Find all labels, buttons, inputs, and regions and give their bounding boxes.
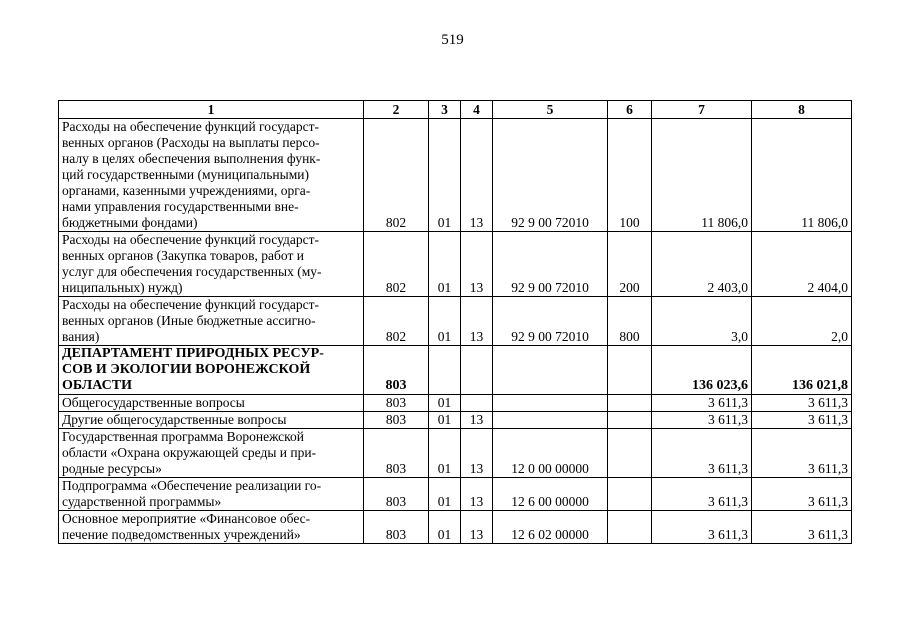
page-number: 519 bbox=[441, 32, 464, 48]
amount-cell-col8: 11 806,0 bbox=[752, 119, 852, 232]
subsection-code-cell: 13 bbox=[461, 478, 493, 511]
target-article-cell: 92 9 00 72010 bbox=[493, 119, 608, 232]
expense-type-cell bbox=[608, 511, 652, 544]
amount-cell-col8: 3 611,3 bbox=[752, 511, 852, 544]
amount-cell-col7: 3 611,3 bbox=[652, 395, 752, 412]
amount-cell-col7: 3,0 bbox=[652, 297, 752, 346]
table-row bbox=[59, 232, 852, 297]
header-col-5: 5 bbox=[493, 101, 608, 119]
header-col-4: 4 bbox=[461, 101, 493, 119]
department-code-cell: 803 bbox=[364, 395, 429, 412]
target-article-cell: 92 9 00 72010 bbox=[493, 232, 608, 297]
amount-cell-col7: 11 806,0 bbox=[652, 119, 752, 232]
header-col-6: 6 bbox=[608, 101, 652, 119]
subsection-code-cell: 13 bbox=[461, 232, 493, 297]
expense-type-cell: 100 bbox=[608, 119, 652, 232]
table-row bbox=[59, 346, 852, 395]
amount-cell-col8: 3 611,3 bbox=[752, 429, 852, 478]
section-code-cell: 01 bbox=[429, 119, 461, 232]
header-row bbox=[59, 101, 852, 119]
amount-cell-col8: 3 611,3 bbox=[752, 412, 852, 429]
amount-cell-col7: 136 023,6 bbox=[652, 346, 752, 395]
expense-type-cell bbox=[608, 346, 652, 395]
table-body bbox=[59, 119, 852, 544]
department-code-cell: 802 bbox=[364, 119, 429, 232]
target-article-cell: 12 6 00 00000 bbox=[493, 478, 608, 511]
row-name-cell: Государственная программа Воронежской области «Охрана окружающей среды и при- родные ресурсы» bbox=[59, 429, 364, 478]
section-code-cell: 01 bbox=[429, 297, 461, 346]
section-code-cell: 01 bbox=[429, 395, 461, 412]
expense-type-cell bbox=[608, 429, 652, 478]
budget-table bbox=[58, 100, 852, 544]
expense-type-cell: 200 bbox=[608, 232, 652, 297]
table-row bbox=[59, 297, 852, 346]
subsection-code-cell bbox=[461, 346, 493, 395]
amount-cell-col7: 3 611,3 bbox=[652, 511, 752, 544]
header-col-3: 3 bbox=[429, 101, 461, 119]
section-code-cell: 01 bbox=[429, 232, 461, 297]
target-article-cell: 12 0 00 00000 bbox=[493, 429, 608, 478]
expense-type-cell bbox=[608, 395, 652, 412]
row-name-cell: Другие общегосударственные вопросы bbox=[59, 412, 364, 429]
amount-cell-col8: 136 021,8 bbox=[752, 346, 852, 395]
table-row bbox=[59, 119, 852, 232]
target-article-cell: 12 6 02 00000 bbox=[493, 511, 608, 544]
expense-type-cell bbox=[608, 478, 652, 511]
row-name-cell: Общегосударственные вопросы bbox=[59, 395, 364, 412]
subsection-code-cell: 13 bbox=[461, 119, 493, 232]
section-code-cell: 01 bbox=[429, 478, 461, 511]
subsection-code-cell: 13 bbox=[461, 297, 493, 346]
header-col-8: 8 bbox=[752, 101, 852, 119]
amount-cell-col7: 2 403,0 bbox=[652, 232, 752, 297]
table-row bbox=[59, 478, 852, 511]
row-name-cell: Расходы на обеспечение функций государст- венных органов (Закупка товаров, работ и услуг для обеспечения государственных (му- ниципальных) нужд) bbox=[59, 232, 364, 297]
expense-type-cell bbox=[608, 412, 652, 429]
target-article-cell bbox=[493, 395, 608, 412]
row-name-cell: Основное мероприятие «Финансовое обес- печение подведомственных учреждений» bbox=[59, 511, 364, 544]
target-article-cell: 92 9 00 72010 bbox=[493, 297, 608, 346]
amount-cell-col8: 2 404,0 bbox=[752, 232, 852, 297]
table-row bbox=[59, 429, 852, 478]
amount-cell-col8: 3 611,3 bbox=[752, 478, 852, 511]
row-name-cell: Подпрограмма «Обеспечение реализации го- сударственной программы» bbox=[59, 478, 364, 511]
table-row bbox=[59, 395, 852, 412]
subsection-code-cell: 13 bbox=[461, 429, 493, 478]
amount-cell-col8: 3 611,3 bbox=[752, 395, 852, 412]
amount-cell-col7: 3 611,3 bbox=[652, 478, 752, 511]
section-code-cell: 01 bbox=[429, 429, 461, 478]
table-row bbox=[59, 412, 852, 429]
section-code-cell: 01 bbox=[429, 511, 461, 544]
department-code-cell: 803 bbox=[364, 478, 429, 511]
department-code-cell: 802 bbox=[364, 297, 429, 346]
header-col-1: 1 bbox=[59, 101, 364, 119]
table-row bbox=[59, 511, 852, 544]
department-code-cell: 803 bbox=[364, 511, 429, 544]
row-name-cell: ДЕПАРТАМЕНТ ПРИРОДНЫХ РЕСУР- СОВ И ЭКОЛОГИИ ВОРОНЕЖСКОЙ ОБЛАСТИ bbox=[59, 346, 364, 395]
target-article-cell bbox=[493, 346, 608, 395]
row-name-cell: Расходы на обеспечение функций государст- венных органов (Иные бюджетные ассигно- вания) bbox=[59, 297, 364, 346]
header-col-7: 7 bbox=[652, 101, 752, 119]
row-name-cell: Расходы на обеспечение функций государст- венных органов (Расходы на выплаты персо- налу в целях обеспечения выполнения функ- ций государственными (муниципальными) органами, казенными учреждениями, орга- нами управления государственными вне- бюджетными фондами) bbox=[59, 119, 364, 232]
section-code-cell: 01 bbox=[429, 412, 461, 429]
department-code-cell: 803 bbox=[364, 429, 429, 478]
amount-cell-col7: 3 611,3 bbox=[652, 429, 752, 478]
subsection-code-cell bbox=[461, 395, 493, 412]
expense-type-cell: 800 bbox=[608, 297, 652, 346]
department-code-cell: 802 bbox=[364, 232, 429, 297]
subsection-code-cell: 13 bbox=[461, 412, 493, 429]
department-code-cell: 803 bbox=[364, 412, 429, 429]
target-article-cell bbox=[493, 412, 608, 429]
subsection-code-cell: 13 bbox=[461, 511, 493, 544]
amount-cell-col7: 3 611,3 bbox=[652, 412, 752, 429]
section-code-cell bbox=[429, 346, 461, 395]
amount-cell-col8: 2,0 bbox=[752, 297, 852, 346]
department-code-cell: 803 bbox=[364, 346, 429, 395]
header-col-2: 2 bbox=[364, 101, 429, 119]
